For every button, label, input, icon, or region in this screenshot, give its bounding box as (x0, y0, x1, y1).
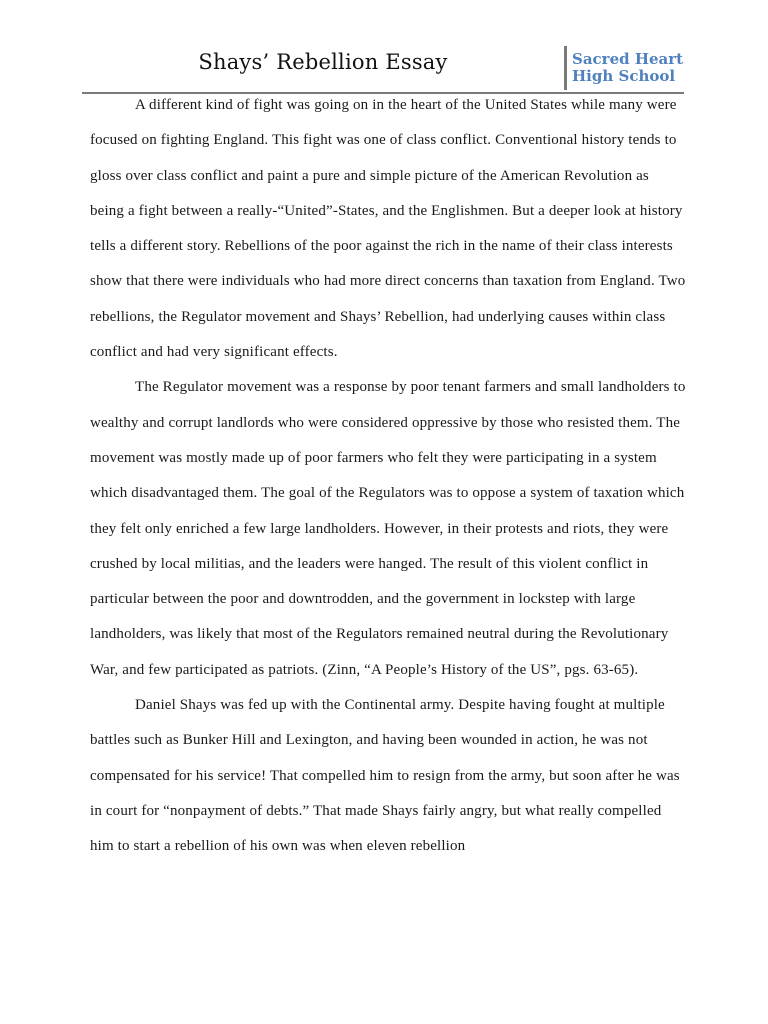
school-name-line-1: Sacred Heart (572, 50, 684, 68)
header-vertical-divider (564, 46, 567, 90)
document-title: Shays’ Rebellion Essay (198, 50, 448, 74)
essay-body (90, 88, 686, 865)
school-name (572, 51, 683, 85)
document-header (82, 44, 684, 92)
paragraph-daniel-shays: Daniel Shays was fed up with the Continental army. Despite having fought at multiple battles such as Bunker Hill and Lexington, and having been wounded in action, he was not compensated for his service! That compelled him to resign from the army, but soon after he was in court for “nonpayment of debts.” That made Shays fairly angry, but what really compelled him to start a rebellion of his own was when eleven rebellion (90, 697, 680, 855)
school-name-line-2: High School (572, 67, 676, 85)
paragraph-introduction: A different kind of fight was going on in the heart of the United States while many were focused on fighting England. This fight was one of class conflict. Conventional history tends to gloss over class conflict and paint a pure and simple picture of the American Revolution as being a fight between a really-“United”-States, and the Englishmen. But a deeper look at history tells a different story. Rebellions of the poor against the rich in the name of their class interests show that there were individuals who had more direct concerns than taxation from England. Two rebellions, the Regulator movement and Shays’ Rebellion, had underlying causes within class conflict and had very significant effects. (90, 97, 686, 361)
paragraph-regulator-movement: The Regulator movement was a response by poor tenant farmers and small landholders to wealthy and corrupt landlords who were considered oppressive by those who resisted them. The movement was mostly made up of poor farmers who felt they were participating in a system which disadvantaged them. The goal of the Regulators was to oppose a system of taxation which they felt only enriched a few large landholders. However, in their protests and riots, they were crushed by local militias, and the leaders were hanged. The result of this violent conflict in particular between the poor and downtrodden, and the government in lockstep with large landholders, was likely that most of the Regulators remained neutral during the Revolutionary War, and few participated as patriots. (Zinn, “A People’s History of the US”, pgs. 63-65). (90, 379, 686, 678)
